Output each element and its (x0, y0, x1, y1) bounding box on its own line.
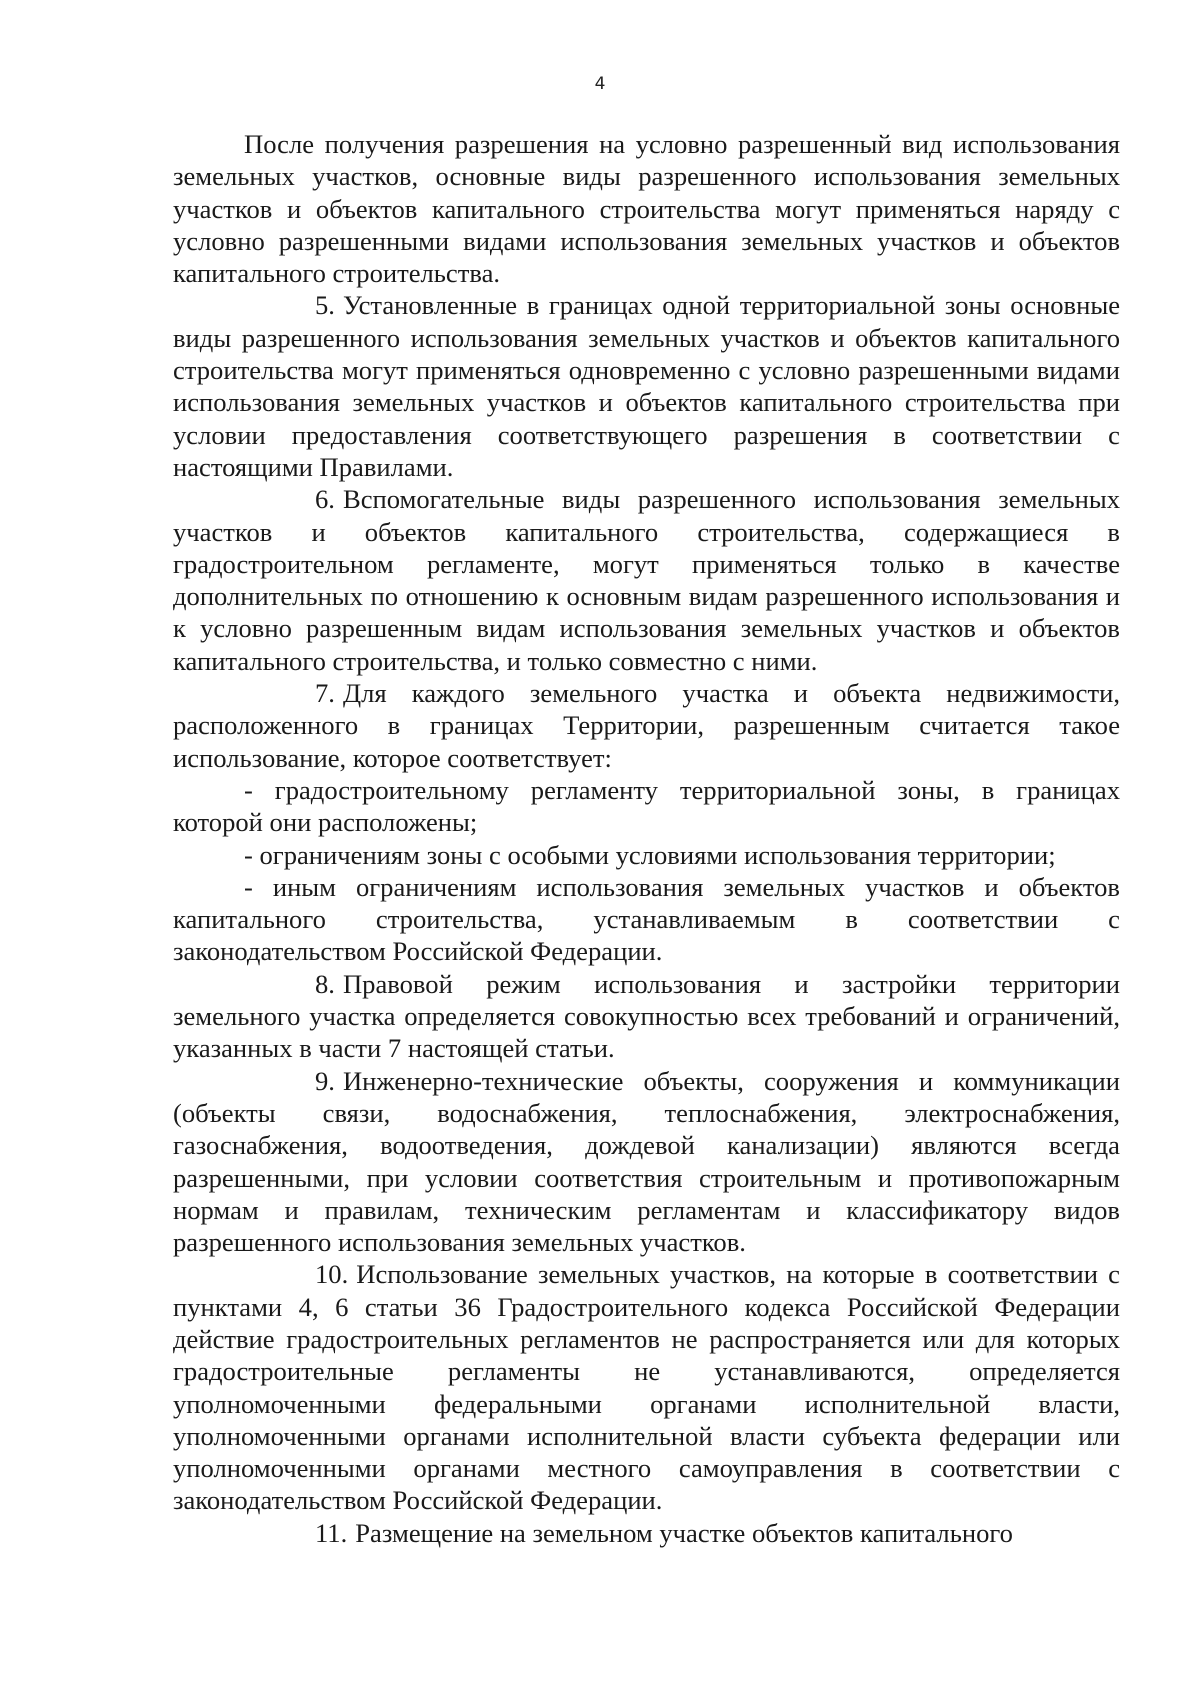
paragraph-11 (173, 1517, 1120, 1549)
paragraph-number: 8. (315, 968, 335, 999)
paragraph-10 (173, 1258, 1120, 1516)
paragraph-number: 5. (315, 290, 335, 321)
list-item-text: - ограничениям зоны с особыми условиями использования территории; (244, 839, 1056, 870)
paragraph-text: После получения разрешения на условно разрешенный вид использования земельных участков, основные виды разрешенного использования земельных участков и объектов капитального строительства могут применяться наряду с условно разрешенными видами использования земельных участков и объектов капитального строительства. (173, 129, 1120, 289)
paragraph-text: Вспомогательные виды разрешенного использования земельных участков и объектов капитального строительства, содержащиеся в градостроительном регламенте, могут применяться только в качестве дополнительных по отношению к основным видам разрешенного использования и к условно разрешенным видам использования земельных участков и объектов капитального строительства, и только совместно с ними. (173, 484, 1120, 676)
paragraph-number: 10. (315, 1259, 349, 1290)
list-item (173, 871, 1120, 968)
list-item-text: - иным ограничениям использования земельных участков и объектов капитального строительства, устанавливаемым в соответствии с законодательством Российской Федерации. (173, 871, 1120, 967)
paragraph-text: Установленные в границах одной территориальной зоны основные виды разрешенного использования земельных участков и объектов капитального строительства могут применяться одновременно с условно разрешенными видами использования земельных участков и объектов капитального строительства при условии предоставления соответствующего разрешения в соответствии с настоящими Правилами. (173, 290, 1120, 482)
paragraph-text: Использование земельных участков, на которые в соответствии с пунктами 4, 6 статьи 36 Градостроительного кодекса Российской Федерации действие градостроительных регламентов не распространяется или для которых градостроительные регламенты не устанавливаются, определяется уполномоченными федеральными органами исполнительной власти, уполномоченными органами исполнительной власти субъекта федерации или уполномоченными органами местного самоуправления в соответствии с законодательством Российской Федерации. (173, 1259, 1120, 1516)
paragraph-5 (173, 289, 1120, 483)
paragraph-6 (173, 483, 1120, 677)
paragraph-number: 6. (315, 484, 335, 515)
paragraph-9 (173, 1065, 1120, 1259)
paragraph-number: 7. (315, 678, 335, 709)
paragraph-text: Правовой режим использования и застройки территории земельного участка определяется совокупностью всех требований и ограничений, указанных в части 7 настоящей статьи. (173, 968, 1120, 1064)
page-number: 4 (594, 74, 606, 94)
paragraph-text: Размещение на земельном участке объектов капитального (355, 1517, 1013, 1548)
document-body (173, 128, 1120, 1549)
paragraph-number: 9. (315, 1065, 335, 1096)
paragraph-7 (173, 677, 1120, 774)
paragraph-text: Для каждого земельного участка и объекта недвижимости, расположенного в границах Территории, разрешенным считается такое использование, которое соответствует: (173, 678, 1120, 773)
list-item-text: - градостроительному регламенту территориальной зоны, в границах которой они расположены; (173, 774, 1120, 838)
list-item (173, 839, 1120, 871)
paragraph (173, 128, 1120, 289)
paragraph-text: Инженерно-технические объекты, сооружения и коммуникации (объекты связи, водоснабжения, теплоснабжения, электроснабжения, газоснабжения, водоотведения, дождевой канализации) являются всегда разрешенными, при условии соответствия строительным и противопожарным нормам и правилам, техническим регламентам и классификатору видов разрешенного использования земельных участков. (173, 1065, 1120, 1258)
paragraph-number: 11. (315, 1517, 348, 1548)
list-item (173, 774, 1120, 839)
paragraph-8 (173, 968, 1120, 1065)
